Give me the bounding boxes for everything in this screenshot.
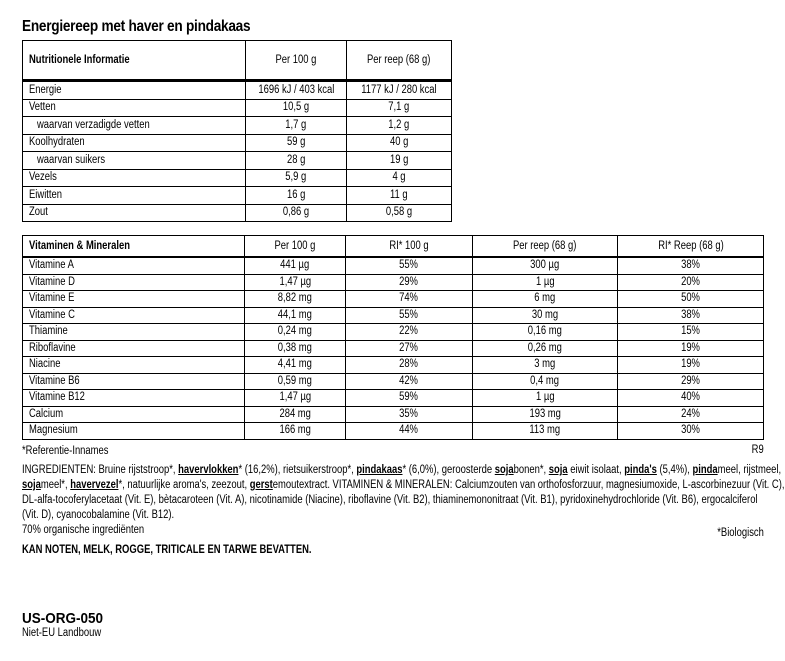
vitamin-row — [23, 357, 764, 374]
vitamin-name-text: Vitamine C — [29, 308, 75, 321]
nutrient-name-text: Zout — [29, 206, 48, 219]
vitamin-ri100 — [346, 423, 473, 440]
vitamin-perbar-text: 3 mg — [534, 358, 556, 371]
vitamins-header-per100 — [245, 236, 346, 258]
vitamin-name-text: Calcium — [29, 407, 64, 420]
ingredient-text: bonen*, — [513, 464, 549, 476]
vitamin-name — [23, 423, 245, 440]
vitamin-name-text: Vitamine E — [29, 292, 75, 305]
vitamin-perbar — [473, 257, 618, 274]
vitamin-ribar — [618, 274, 764, 291]
nutrient-name — [23, 99, 246, 117]
vitamin-per100 — [245, 324, 346, 341]
vitamin-per100-text: 0,24 mg — [277, 325, 313, 338]
nutrient-perbar — [347, 99, 452, 117]
nutrient-per100-text: 0,86 g — [282, 206, 310, 219]
allergen-word: havervezel — [70, 479, 119, 491]
vitamin-perbar — [473, 307, 618, 324]
vitamin-ribar-text: 38% — [681, 308, 700, 321]
nutrition-row — [23, 169, 452, 187]
nutrition-header-perbar — [347, 41, 452, 81]
vitamin-ri100 — [346, 406, 473, 423]
nutrient-perbar — [347, 187, 452, 205]
vitamin-ri100-text: 27% — [399, 341, 419, 354]
vitamin-ribar — [618, 291, 764, 308]
allergen-word: pinda's — [624, 464, 657, 476]
vitamin-perbar-text: 30 mg — [531, 308, 559, 321]
vitamin-perbar — [473, 406, 618, 423]
nutrient-perbar — [347, 152, 452, 170]
nutrient-per100 — [246, 134, 347, 152]
vitamin-ribar — [618, 340, 764, 357]
vitamin-name-text: Niacine — [29, 358, 61, 371]
vitamin-ribar-text: 30% — [681, 424, 700, 437]
nutrient-name-text: Eiwitten — [29, 188, 63, 201]
ingredient-text: *, natuurlijke aroma's, zeezout, — [118, 479, 250, 491]
nutrient-per100 — [246, 169, 347, 187]
nutrient-per100-text: 10,5 g — [282, 101, 310, 114]
nutrient-per100-text: 1,7 g — [285, 118, 307, 131]
vitamin-ribar — [618, 373, 764, 390]
nutrient-perbar — [347, 169, 452, 187]
vitamin-ri100-text: 29% — [399, 275, 419, 288]
nutrient-name — [23, 117, 246, 135]
nutrient-name — [23, 204, 246, 222]
vitamin-per100 — [245, 307, 346, 324]
nutrition-row — [23, 187, 452, 205]
vitamin-ri100-text: 22% — [399, 325, 419, 338]
ingredient-text: * (6,0%), geroosterde — [402, 464, 495, 476]
nutrition-header-row — [23, 41, 452, 81]
vitamin-perbar-text: 0,4 mg — [530, 374, 560, 387]
vitamin-per100-text: 44,1 mg — [277, 308, 313, 321]
vitamin-per100 — [245, 390, 346, 407]
vitamin-name — [23, 373, 245, 390]
nutrient-perbar-text: 4 g — [392, 171, 406, 184]
nutrient-per100 — [246, 187, 347, 205]
vitamin-row — [23, 257, 764, 274]
vitamin-ribar — [618, 357, 764, 374]
vitamin-ribar-text: 19% — [681, 358, 700, 371]
vitamin-per100-text: 0,59 mg — [277, 374, 313, 387]
vitamin-row — [23, 406, 764, 423]
nutrition-header-per100 — [246, 41, 347, 81]
certification-code: US-ORG-050 — [22, 610, 104, 627]
ingredient-text: meel*, — [40, 479, 71, 491]
nutrient-per100 — [246, 152, 347, 170]
vitamin-ribar-text: 24% — [681, 407, 700, 420]
vitamin-perbar-text: 1 µg — [535, 275, 555, 288]
vitamin-per100 — [245, 357, 346, 374]
vitamins-header-label — [23, 236, 245, 258]
vitamin-per100 — [245, 274, 346, 291]
vitamin-ribar-text: 40% — [681, 391, 700, 404]
vitamin-per100 — [245, 257, 346, 274]
allergen-word: pinda — [692, 464, 718, 476]
vitamin-name — [23, 390, 245, 407]
allergen-word: soja — [494, 464, 514, 476]
nutrient-name-text: Vezels — [29, 171, 57, 184]
nutrition-row — [23, 99, 452, 117]
vitamin-row — [23, 324, 764, 341]
vitamin-ri100 — [346, 307, 473, 324]
vitamin-ri100 — [346, 291, 473, 308]
allergen-word: pindakaas — [356, 464, 403, 476]
vitamins-header-ri100-text: RI* 100 g — [389, 239, 429, 252]
vitamin-per100-text: 1,47 µg — [279, 275, 311, 288]
vitamin-ri100-text: 28% — [399, 358, 419, 371]
vitamins-header-label-text: Vitaminen & Mineralen — [29, 239, 130, 252]
nutrition-row — [23, 117, 452, 135]
vitamins-header-perbar — [473, 236, 618, 258]
ingredient-text: eiwit isolaat, — [567, 464, 625, 476]
ingredient-text: meel, rijstmeel, — [717, 464, 782, 476]
nutrient-name — [23, 81, 246, 100]
vitamin-ribar — [618, 423, 764, 440]
vitamin-name-text: Vitamine B12 — [29, 391, 85, 404]
vitamin-ri100 — [346, 274, 473, 291]
vitamin-ri100-text: 55% — [399, 259, 419, 272]
vitamin-per100 — [245, 340, 346, 357]
nutrient-perbar-text: 11 g — [390, 188, 408, 201]
vitamin-ribar-text: 50% — [681, 292, 700, 305]
vitamin-name-text: Vitamine D — [29, 275, 75, 288]
vitamin-row — [23, 291, 764, 308]
vitamins-header-ribar — [618, 236, 764, 258]
vitamin-ri100 — [346, 390, 473, 407]
vitamin-ri100-text: 35% — [399, 407, 419, 420]
vitamin-per100-text: 0,38 mg — [277, 341, 313, 354]
vitamin-ribar-text: 15% — [681, 325, 700, 338]
vitamin-ri100 — [346, 257, 473, 274]
nutrient-name-text: Vetten — [29, 101, 56, 114]
vitamin-per100 — [245, 406, 346, 423]
nutrient-perbar — [347, 117, 452, 135]
vitamin-per100-text: 441 µg — [280, 259, 310, 272]
ingredient-text: * (16,2%), rietsuikerstroop*, — [238, 464, 357, 476]
nutrient-perbar-text: 0,58 g — [385, 206, 413, 219]
vitamin-per100-text: 4,41 mg — [277, 358, 313, 371]
nutrient-name — [23, 187, 246, 205]
vitamin-perbar-text: 113 mg — [529, 424, 561, 437]
vitamin-ri100 — [346, 357, 473, 374]
ingredient-text: (5,4%), — [656, 464, 693, 476]
nutrient-perbar-text: 1177 kJ / 280 kcal — [361, 83, 437, 96]
vitamin-ribar-text: 19% — [681, 341, 700, 354]
vitamin-perbar-text: 0,16 mg — [527, 325, 563, 338]
nutrient-name-text: waarvan verzadigde vetten — [37, 118, 150, 131]
vitamin-ribar — [618, 406, 764, 423]
nutrient-name-text: Koolhydraten — [29, 136, 85, 149]
vitamin-per100-text: 166 mg — [279, 424, 311, 437]
ingredients-line-1 — [22, 463, 781, 478]
vitamin-ri100 — [346, 373, 473, 390]
nutrition-header-per100-text: Per 100 g — [275, 53, 317, 66]
code-r9: R9 — [751, 444, 764, 456]
allergen-warning: KAN NOTEN, MELK, ROGGE, TRITICALE EN TARWE BEVATTEN. — [22, 544, 312, 556]
vitamin-name — [23, 291, 245, 308]
nutrition-header-label — [23, 41, 246, 81]
nutrient-name-text: Energie — [29, 83, 62, 96]
nutrient-per100-text: 16 g — [286, 188, 306, 201]
vitamin-name — [23, 357, 245, 374]
nutrition-row — [23, 204, 452, 222]
vitamin-name — [23, 406, 245, 423]
vitamin-ri100 — [346, 340, 473, 357]
vitamin-perbar-text: 193 mg — [529, 407, 561, 420]
vitamin-per100 — [245, 423, 346, 440]
ingredients-line-3 — [22, 493, 758, 508]
vitamins-header-ri100 — [346, 236, 473, 258]
vitamin-ribar-text: 20% — [681, 275, 700, 288]
vitamin-name — [23, 307, 245, 324]
ingredient-text: emoutextract. VITAMINEN & MINERALEN: Calciumzouten van orthofosforzuur, magnesiumoxide, L-ascorbinezuur (Vit. C), — [272, 479, 785, 491]
vitamin-row — [23, 274, 764, 291]
ingredient-text: (Vit. D), cyanocobalamine (Vit. B12). — [22, 509, 175, 521]
vitamin-perbar — [473, 357, 618, 374]
vitamin-per100-text: 284 mg — [279, 407, 311, 420]
vitamin-name-text: Vitamine A — [29, 259, 74, 272]
nutrient-name — [23, 152, 246, 170]
ingredient-text: DL-alfa-tocoferylacetaat (Vit. E), bètacaroteen (Vit. A), nicotinamide (Niacine), riboflavine (Vit. B2), thiaminemononitraat (Vit. B1), pyridoxinehydrochloride (Vit. B6), ergocalciferol — [22, 494, 758, 506]
vitamin-ri100-text: 59% — [399, 391, 419, 404]
nutrient-per100 — [246, 204, 347, 222]
vitamin-ri100-text: 44% — [399, 424, 419, 437]
vitamin-name-text: Magnesium — [29, 424, 78, 437]
vitamin-perbar-text: 1 µg — [535, 391, 555, 404]
nutrient-name — [23, 169, 246, 187]
nutrient-name — [23, 134, 246, 152]
vitamin-per100-text: 1,47 µg — [279, 391, 311, 404]
allergen-word: soja — [548, 464, 568, 476]
vitamin-perbar-text: 0,26 mg — [527, 341, 563, 354]
vitamins-header-row — [23, 236, 764, 258]
nutrient-per100 — [246, 99, 347, 117]
nutrient-per100-text: 28 g — [286, 153, 306, 166]
nutrient-perbar-text: 19 g — [389, 153, 409, 166]
vitamin-perbar — [473, 373, 618, 390]
nutrient-per100-text: 59 g — [286, 136, 306, 149]
vitamins-header-ribar-text: RI* Reep (68 g) — [657, 239, 724, 252]
vitamin-perbar — [473, 324, 618, 341]
vitamin-perbar — [473, 390, 618, 407]
vitamin-ri100 — [346, 324, 473, 341]
vitamin-ri100-text: 74% — [399, 292, 419, 305]
nutrient-per100 — [246, 81, 347, 100]
vitamins-minerals-table — [22, 235, 764, 440]
allergen-word: soja — [22, 479, 41, 491]
nutrient-per100 — [246, 117, 347, 135]
vitamin-name — [23, 340, 245, 357]
vitamin-perbar — [473, 291, 618, 308]
vitamin-row — [23, 307, 764, 324]
vitamin-ribar-text: 29% — [681, 374, 700, 387]
vitamin-name-text: Thiamine — [29, 325, 68, 338]
ingredients-line-2 — [22, 478, 784, 493]
vitamin-name — [23, 324, 245, 341]
vitamin-name-text: Riboflavine — [29, 341, 76, 354]
vitamin-name — [23, 274, 245, 291]
vitamin-ribar-text: 38% — [681, 259, 700, 272]
nutrient-per100-text: 1696 kJ / 403 kcal — [257, 83, 335, 96]
nutrition-table — [22, 40, 452, 222]
nutrition-row — [23, 134, 452, 152]
ingredients-line-4 — [22, 508, 174, 523]
organic-ingredients-note: 70% organische ingrediënten — [22, 524, 145, 536]
vitamin-per100 — [245, 373, 346, 390]
nutrition-header-label-text: Nutritionele Informatie — [29, 53, 130, 66]
reference-footnote: *Referentie-Innames — [22, 445, 109, 457]
ingredient-text: INGREDIËNTEN: Bruine rijststroop*, — [22, 464, 179, 476]
vitamin-perbar — [473, 423, 618, 440]
nutrient-perbar-text: 7,1 g — [388, 101, 410, 114]
nutrient-perbar-text: 1,2 g — [388, 118, 410, 131]
vitamin-row — [23, 373, 764, 390]
nutrient-name-text: waarvan suikers — [37, 153, 106, 166]
vitamin-ribar — [618, 390, 764, 407]
allergen-word: havervlokken — [178, 464, 239, 476]
vitamin-ri100-text: 42% — [399, 374, 419, 387]
nutrient-perbar — [347, 134, 452, 152]
vitamin-ri100-text: 55% — [399, 308, 419, 321]
vitamin-ribar — [618, 324, 764, 341]
nutrient-perbar — [347, 204, 452, 222]
vitamin-perbar — [473, 274, 618, 291]
allergen-word: gerst — [249, 479, 273, 491]
vitamin-per100-text: 8,82 mg — [277, 292, 313, 305]
vitamin-row — [23, 423, 764, 440]
vitamin-name-text: Vitamine B6 — [29, 374, 80, 387]
organic-mark: *Biologisch — [717, 527, 764, 539]
vitamin-ribar — [618, 257, 764, 274]
vitamins-header-per100-text: Per 100 g — [274, 239, 316, 252]
nutrient-per100-text: 5,9 g — [285, 171, 307, 184]
nutrient-perbar-text: 40 g — [389, 136, 409, 149]
vitamins-header-perbar-text: Per reep (68 g) — [513, 239, 577, 252]
vitamin-perbar — [473, 340, 618, 357]
origin-statement: Niet-EU Landbouw — [22, 627, 102, 639]
vitamin-perbar-text: 300 µg — [530, 259, 560, 272]
nutrition-header-perbar-text: Per reep (68 g) — [367, 53, 431, 66]
vitamin-perbar-text: 6 mg — [534, 292, 556, 305]
vitamin-row — [23, 340, 764, 357]
nutrient-perbar — [347, 81, 452, 100]
vitamin-per100 — [245, 291, 346, 308]
nutrition-row — [23, 152, 452, 170]
vitamin-name — [23, 257, 245, 274]
vitamin-row — [23, 390, 764, 407]
vitamin-ribar — [618, 307, 764, 324]
product-title: Energiereep met haver en pindakaas — [22, 18, 251, 35]
nutrition-row — [23, 81, 452, 100]
